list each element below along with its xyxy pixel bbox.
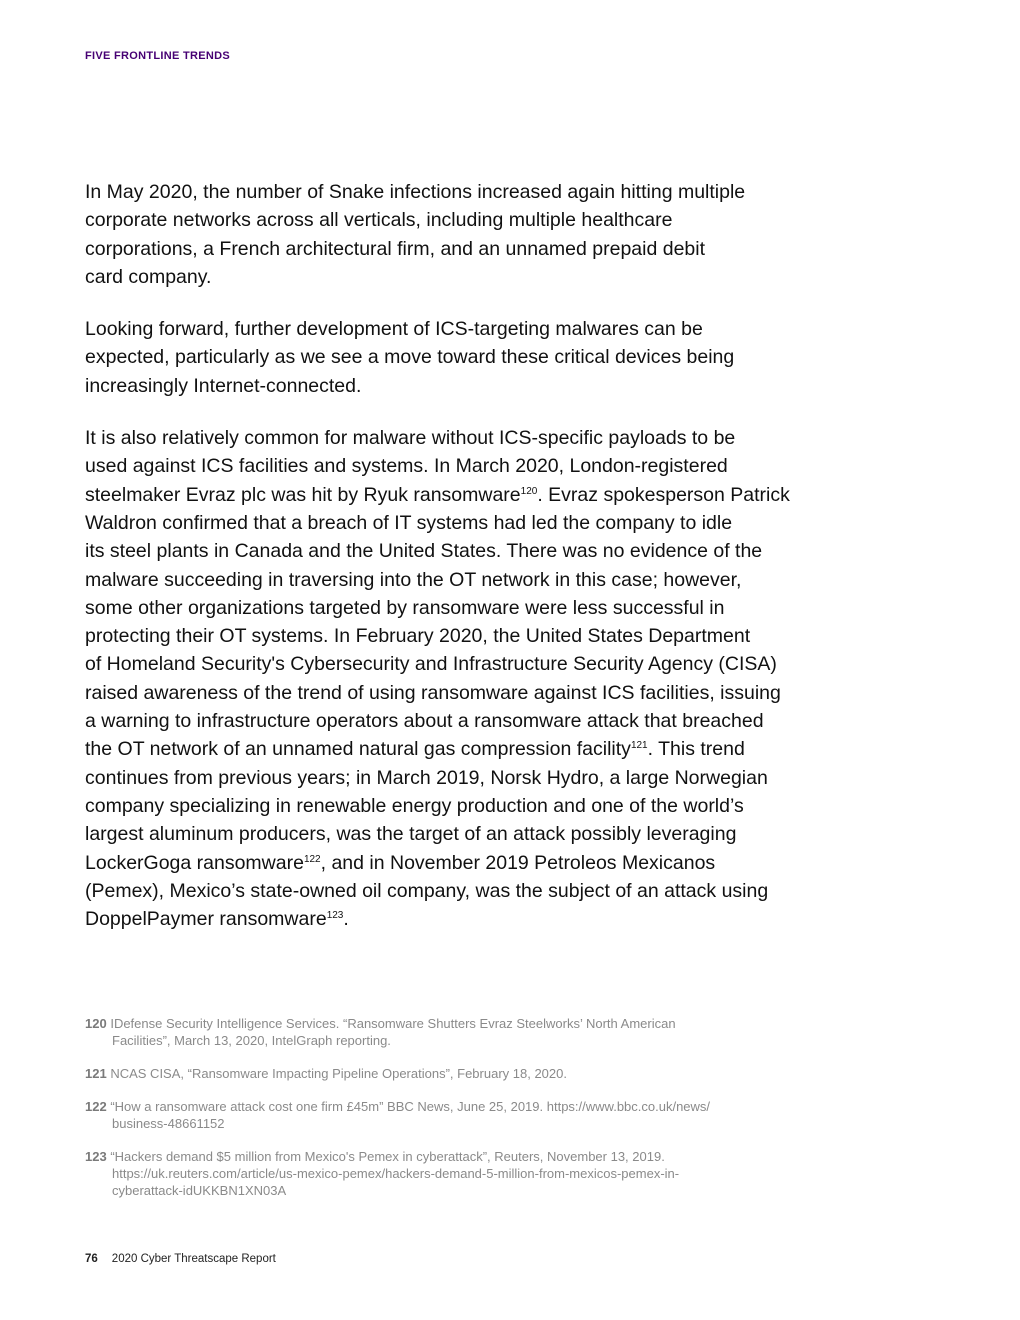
report-title: 2020 Cyber Threatscape Report: [111, 1253, 276, 1265]
footnote-ref-122[interactable]: 122: [303, 853, 321, 865]
footnote-line: Facilities”, March 13, 2020, IntelGraph reporting.: [112, 1033, 391, 1048]
text-segment: . Evraz spokesperson Patrick: [537, 483, 790, 506]
main-body: [85, 178, 845, 957]
text-line: [85, 849, 845, 877]
text-line: its steel plants in Canada and the United States. There was no evidence of the: [85, 540, 763, 563]
footnote-text: IDefense Security Intelligence Services. “Ransomware Shutters Evraz Steelworks’ North American: [110, 1016, 676, 1031]
footnote-120: [85, 1015, 805, 1049]
footnote-line: [85, 1098, 805, 1115]
paragraph-1: [85, 178, 845, 291]
text-line: used against ICS facilities and systems. In March 2020, London-registered: [85, 455, 728, 478]
footnote-number: 122: [85, 1099, 107, 1114]
text-line: [85, 481, 845, 509]
text-line: company specializing in renewable energy production and one of the world’s: [85, 794, 744, 817]
footnote-ref-121[interactable]: 121: [630, 740, 648, 752]
footnote-line[interactable]: cyberattack-idUKKBN1XN03A: [112, 1183, 287, 1198]
text-line: corporations, a French architectural firm, and an unnamed prepaid debit: [85, 237, 706, 260]
page-footer: [85, 1253, 276, 1265]
footnote-number: 120: [85, 1016, 107, 1031]
footnotes: [85, 1015, 805, 1215]
text-line: continues from previous years; in March 2019, Norsk Hydro, a large Norwegian: [85, 766, 768, 789]
text-line: a warning to infrastructure operators about a ransomware attack that breached: [85, 710, 764, 733]
text-segment: the OT network of an unnamed natural gas compression facility: [85, 738, 631, 761]
text-segment: LockerGoga ransomware: [85, 851, 304, 874]
text-line: In May 2020, the number of Snake infections increased again hitting multiple: [85, 181, 746, 203]
text-line: some other organizations targeted by ransomware were less successful in: [85, 596, 725, 619]
text-line: largest aluminum producers, was the target of an attack possibly leveraging: [85, 823, 737, 846]
text-line: expected, particularly as we see a move toward these critical devices being: [85, 346, 735, 369]
text-line: [85, 905, 845, 933]
text-segment: , and in November 2019 Petroleos Mexicanos: [320, 851, 716, 874]
text-segment: steelmaker Evraz plc was hit by Ryuk ransomware: [85, 483, 521, 506]
text-segment: .: [343, 908, 349, 931]
text-segment: . This trend: [647, 738, 745, 761]
text-line: corporate networks across all verticals, including multiple healthcare: [85, 209, 673, 232]
text-segment: DoppelPaymer ransomware: [85, 908, 327, 931]
text-line: [85, 735, 845, 763]
footnote-number: 123: [85, 1149, 107, 1164]
footnote-text: “Hackers demand $5 million from Mexico's Pemex in cyberattack”, Reuters, November 13, 2019.: [110, 1149, 665, 1164]
section-label: FIVE FRONTLINE TRENDS: [85, 50, 231, 62]
text-line: increasingly Internet-connected.: [85, 374, 362, 397]
text-line: raised awareness of the trend of using ransomware against ICS facilities, issuing: [85, 681, 781, 704]
footnote-number: 121: [85, 1066, 107, 1081]
footnote-121: [85, 1065, 805, 1082]
footnote-line[interactable]: business-48661152: [112, 1116, 225, 1131]
footnote-line: [85, 1148, 805, 1165]
paragraph-2: [85, 315, 845, 400]
paragraph-3: [85, 424, 845, 933]
footnote-ref-123[interactable]: 123: [326, 910, 344, 922]
text-line: of Homeland Security's Cybersecurity and Infrastructure Security Agency (CISA): [85, 653, 777, 676]
text-line: Looking forward, further development of ICS-targeting malwares can be: [85, 318, 703, 341]
footnote-text[interactable]: “How a ransomware attack cost one firm £45m” BBC News, June 25, 2019. https://www.bbc.co.uk/news/: [110, 1099, 711, 1114]
text-line: (Pemex), Mexico’s state-owned oil company, was the subject of an attack using: [85, 879, 769, 902]
footnote-123: [85, 1148, 805, 1199]
footnote-line[interactable]: https://uk.reuters.com/article/us-mexico-pemex/hackers-demand-5-million-from-mexicos-pemex-in-: [112, 1166, 680, 1181]
footnote-text: NCAS CISA, “Ransomware Impacting Pipeline Operations”, February 18, 2020.: [110, 1066, 567, 1081]
text-line: protecting their OT systems. In February 2020, the United States Department: [85, 625, 751, 648]
page-number: 76: [85, 1253, 98, 1265]
text-line: malware succeeding in traversing into the OT network in this case; however,: [85, 568, 742, 591]
footnote-line: [85, 1015, 805, 1032]
footnote-line: [85, 1065, 805, 1082]
footnote-ref-120[interactable]: 120: [520, 485, 538, 497]
footnote-122: [85, 1098, 805, 1132]
text-line: It is also relatively common for malware without ICS-specific payloads to be: [85, 427, 736, 450]
text-line: card company.: [85, 265, 212, 288]
text-line: Waldron confirmed that a breach of IT systems had led the company to idle: [85, 511, 733, 534]
